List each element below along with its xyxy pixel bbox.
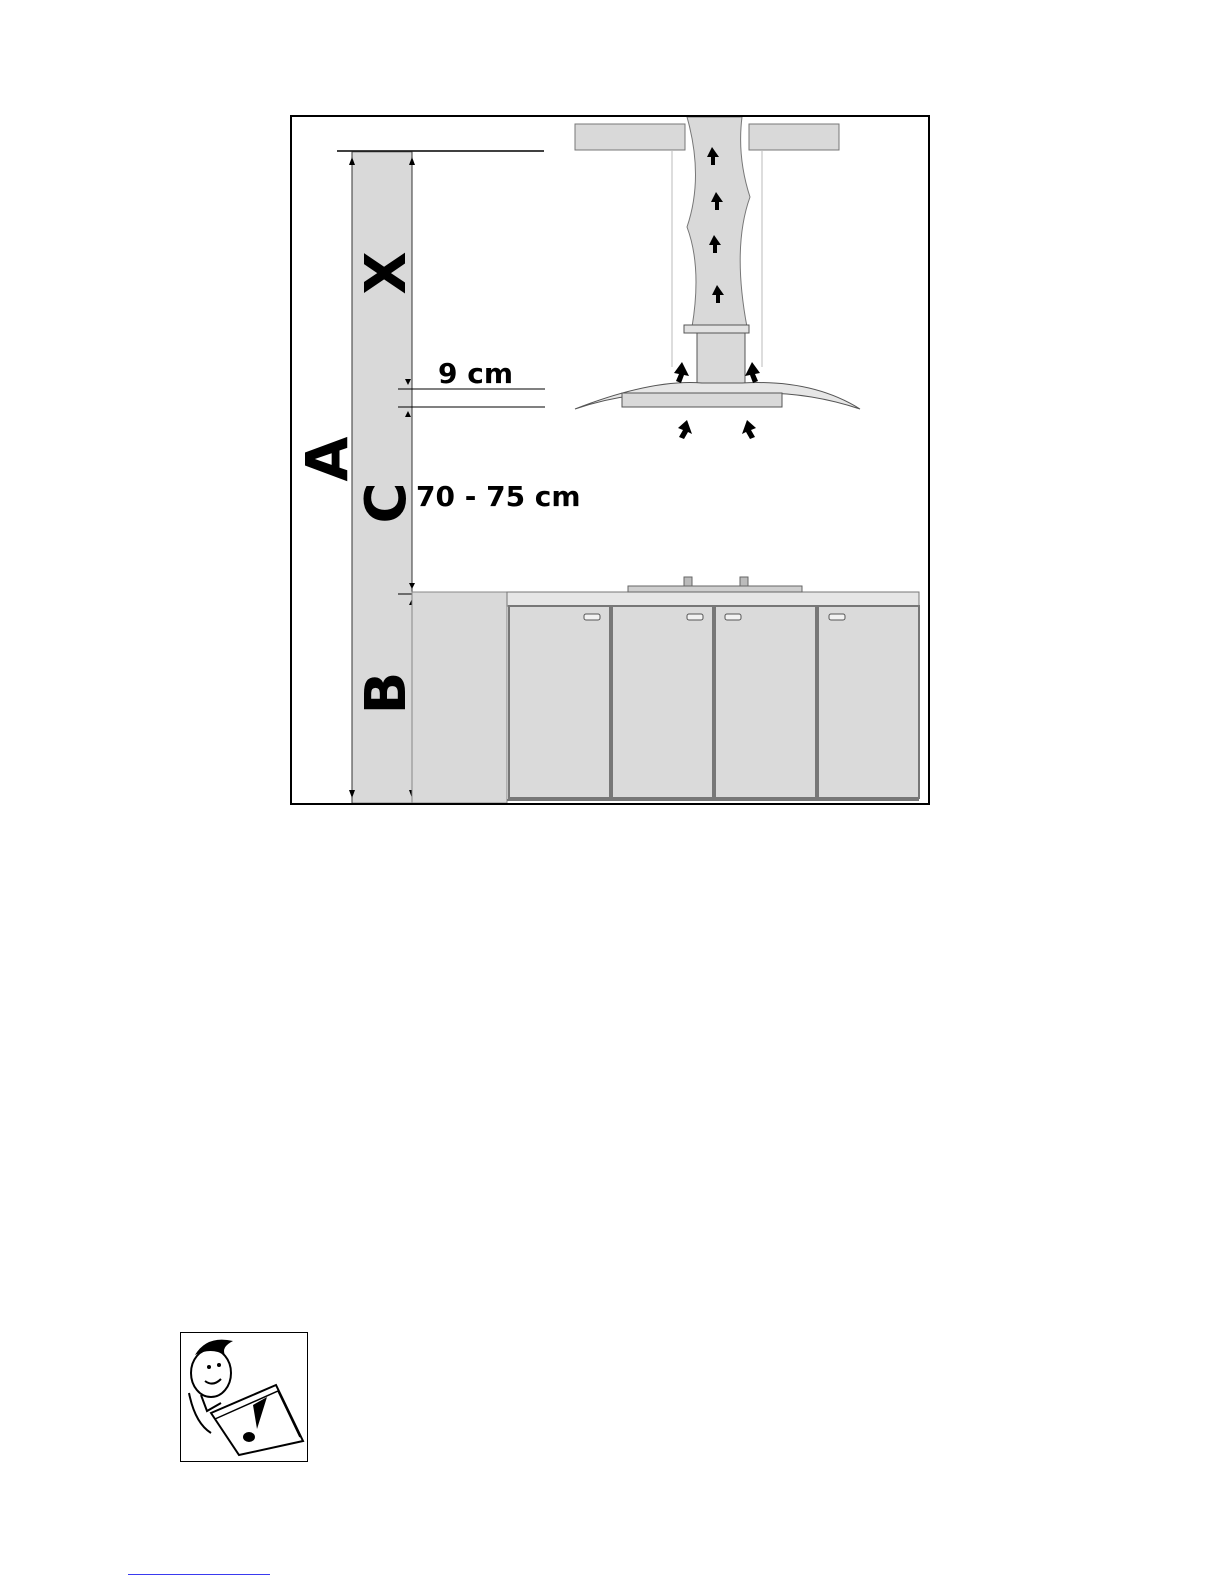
label-a: A xyxy=(293,436,361,482)
label-b: B xyxy=(354,671,419,715)
hood-chimney xyxy=(697,333,745,385)
label-9cm: 9 cm xyxy=(438,357,514,390)
hood-installation-diagram xyxy=(290,115,930,805)
cabinet-doors xyxy=(509,606,919,798)
counter-top xyxy=(507,592,919,606)
side-cabinet xyxy=(412,592,507,803)
ceiling-right xyxy=(749,124,839,150)
footer-link-underline[interactable] xyxy=(128,1574,270,1575)
person-reading-warning-icon xyxy=(180,1332,308,1462)
label-x: X xyxy=(354,251,419,295)
hob xyxy=(628,586,802,592)
ceiling-left xyxy=(575,124,685,150)
label-c: C xyxy=(354,482,419,524)
label-70-75cm: 70 - 75 cm xyxy=(416,480,581,513)
